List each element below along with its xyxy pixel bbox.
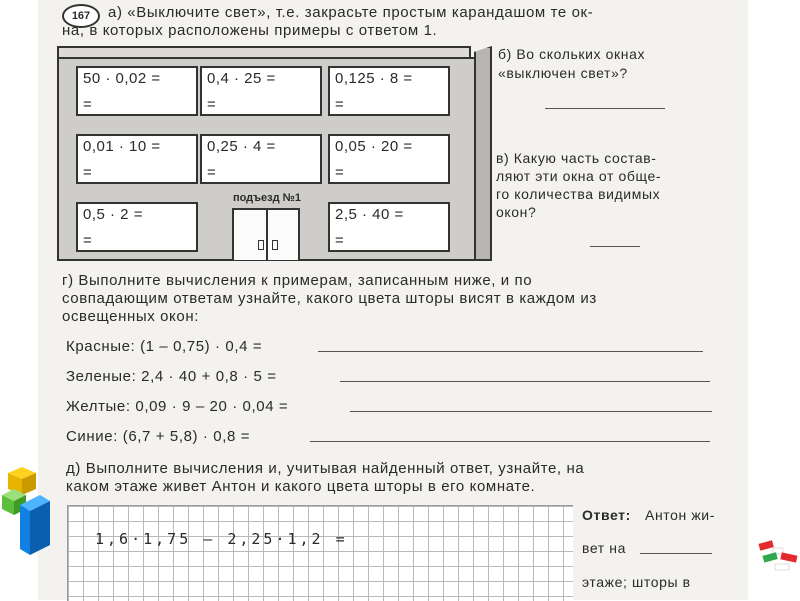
building-side (474, 46, 492, 261)
part-v-text-line4: окон? (496, 204, 537, 220)
part-b-text-line2: «выключен свет»? (498, 65, 628, 81)
window-expression: 50 · 0,02 = (83, 70, 161, 87)
curtain-blue-example: Синие: (6,7 + 5,8) · 0,8 = (66, 428, 251, 445)
part-b-answer-line (545, 108, 665, 109)
curtain-red-example: Красные: (1 – 0,75) · 0,4 = (66, 338, 263, 355)
window-1 (76, 66, 198, 116)
part-v-text-line3: го количества видимых (496, 186, 661, 202)
colored-pencils-icon (755, 540, 800, 575)
window-5 (200, 134, 322, 184)
window-answer-line: = (335, 164, 344, 181)
part-v-answer-line (590, 246, 640, 247)
window-answer-line: = (83, 96, 92, 113)
part-g-text-line2: совпадающим ответам узнайте, какого цвета шторы висят в каждом из (62, 290, 597, 307)
window-answer-line: = (335, 96, 344, 113)
task-number-badge: 167 (62, 4, 100, 28)
curtain-blue-answer-line (310, 441, 710, 442)
answer-label: Ответ: (582, 507, 631, 523)
part-d-text-line1: д) Выполните вычисления и, учитывая найденный ответ, узнайте, на (66, 460, 585, 477)
answer-text-line3: этаже; шторы в (582, 574, 691, 590)
answer-text-line1: Антон жи- (645, 507, 715, 523)
window-3 (328, 66, 450, 116)
part-d-text-line2: каком этаже живет Антон и какого цвета шторы в его комнате. (66, 478, 536, 495)
answer-text-line2: вет на (582, 540, 627, 556)
part-b-text-line1: б) Во скольких окнах (498, 46, 646, 62)
window-answer-line: = (83, 164, 92, 181)
part-a-text-line1: а) «Выключите свет», т.е. закрасьте простым карандашом те ок- (108, 4, 594, 21)
window-expression: 0,05 · 20 = (335, 138, 413, 155)
window-answer-line: = (207, 96, 216, 113)
window-expression: 0,4 · 25 = (207, 70, 276, 87)
window-expression: 2,5 · 40 = (335, 206, 404, 223)
window-answer-line: = (207, 164, 216, 181)
part-a-text-line2: на, в которых расположены примеры с ответом 1. (62, 22, 438, 39)
window-7 (76, 202, 198, 252)
window-expression: 0,25 · 4 = (207, 138, 276, 155)
colored-cubes-icon (0, 465, 50, 575)
curtain-yellow-example: Желтые: 0,09 · 9 – 20 · 0,04 = (66, 398, 289, 415)
window-answer-line: = (83, 232, 92, 249)
part-g-text-line1: г) Выполните вычисления к примерам, записанным ниже, и по (62, 272, 533, 289)
squared-grid (67, 505, 573, 601)
part-g-text-line3: освещенных окон: (62, 308, 199, 325)
curtain-yellow-answer-line (350, 411, 712, 412)
curtain-red-answer-line (318, 351, 703, 352)
grid-expression: 1,6·1,75 – 2,25·1,2 = (95, 530, 348, 548)
part-v-text-line1: в) Какую часть состав- (496, 150, 657, 166)
window-2 (200, 66, 322, 116)
part-v-text-line2: ляют эти окна от обще- (496, 168, 662, 184)
window-expression: 0,01 · 10 = (83, 138, 161, 155)
curtain-green-example: Зеленые: 2,4 · 40 + 0,8 · 5 = (66, 368, 277, 385)
window-4 (76, 134, 198, 184)
curtain-green-answer-line (340, 381, 710, 382)
window-6 (328, 134, 450, 184)
window-expression: 0,125 · 8 = (335, 70, 413, 87)
entrance-sign: подъезд №1 (232, 192, 302, 204)
window-8 (328, 202, 450, 252)
window-answer-line: = (335, 232, 344, 249)
entrance-door (232, 208, 300, 260)
window-expression: 0,5 · 2 = (83, 206, 143, 223)
answer-floor-line (640, 553, 712, 554)
